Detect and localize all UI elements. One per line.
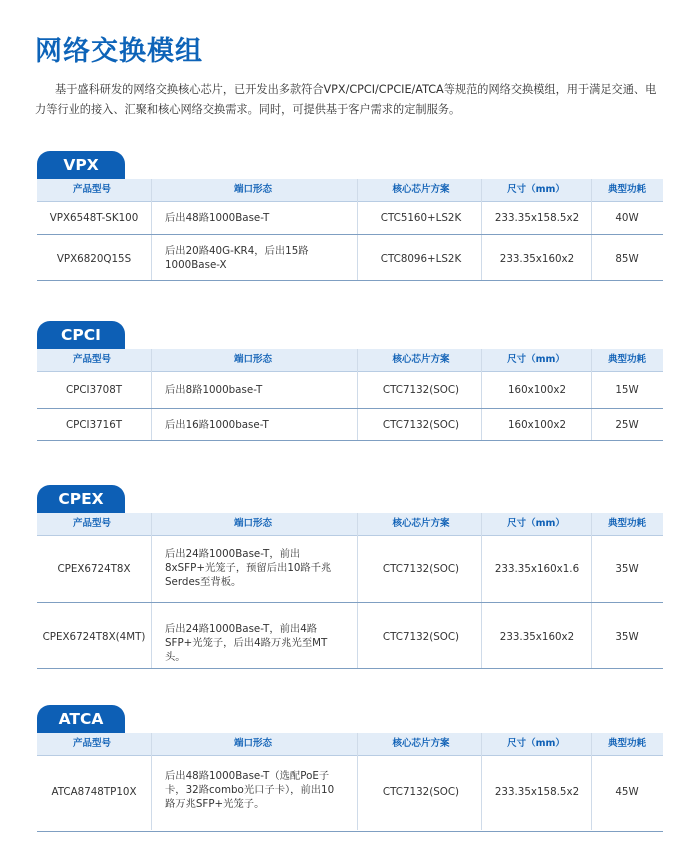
cell-power: 35W (615, 563, 639, 575)
table-header (37, 733, 663, 756)
header-model: 产品型号 (72, 518, 111, 529)
cell-model: CPCI3708T (65, 384, 123, 396)
cell-model: ATCA8748TP10X (51, 786, 137, 798)
cell-size: 160x100x2 (507, 384, 567, 396)
cell-power: 25W (615, 418, 639, 431)
cell-power: 35W (615, 630, 639, 643)
cell-chip: CTC7132(SOC) (382, 384, 460, 396)
cell-ports: 后出24路1000Base-T，前出4路SFP+光笼子，后出4路万兆光至MT头。 (165, 622, 328, 663)
cell-chip: CTC7132(SOC) (382, 418, 460, 431)
cell-size: 233.35x158.5x2 (494, 212, 580, 224)
cell-power: 45W (615, 786, 639, 798)
header-model: 产品型号 (72, 738, 111, 749)
table-row (37, 756, 663, 832)
header-model: 产品型号 (72, 184, 111, 195)
header-power: 典型功耗 (607, 354, 646, 365)
header-chip: 核心芯片方案 (392, 738, 450, 749)
header-size: 尺寸（mm） (507, 738, 565, 749)
cell-ports: 后出24路1000Base-T，前出8xSFP+光笼子，预留后出10路千兆Serdes至背板。 (165, 548, 332, 588)
section-tab-cpci: CPCI (37, 321, 125, 349)
header-power: 典型功耗 (607, 184, 646, 195)
cell-ports: 后出16路1000base-T (165, 418, 269, 431)
section-tab-atca: ATCA (37, 705, 125, 733)
header-size: 尺寸（mm） (507, 354, 565, 365)
cell-power: 85W (615, 252, 639, 265)
header-chip: 核心芯片方案 (392, 518, 450, 529)
cell-model: CPEX6724T8X (57, 563, 131, 575)
section-vpx (37, 151, 663, 281)
table-row (37, 536, 663, 603)
cell-power: 40W (615, 212, 639, 224)
cell-chip: CTC7132(SOC) (382, 786, 460, 798)
section-cpci (37, 321, 663, 441)
cell-chip: CTC7132(SOC) (382, 630, 460, 643)
cell-chip: CTC5160+LS2K (380, 212, 462, 224)
cell-size: 160x100x2 (507, 418, 567, 431)
header-chip: 核心芯片方案 (392, 354, 450, 365)
section-tab-vpx: VPX (37, 151, 125, 179)
table-header (37, 179, 663, 202)
cell-model: VPX6820Q15S (56, 252, 132, 265)
cell-ports: 后出8路1000base-T (165, 384, 263, 396)
header-power: 典型功耗 (607, 738, 646, 749)
section-tab-cpex: CPEX (37, 485, 125, 513)
header-power: 典型功耗 (607, 518, 646, 529)
cell-model: VPX6548T-SK100 (49, 212, 139, 224)
header-ports: 端口形态 (233, 184, 272, 195)
header-model: 产品型号 (72, 354, 111, 365)
cell-size: 233.35x160x2 (499, 252, 575, 265)
table-header (37, 513, 663, 536)
table-row (37, 604, 663, 669)
cell-size: 233.35x158.5x2 (494, 786, 580, 798)
section-cpex (37, 485, 663, 670)
cell-ports: 后出48路1000Base-T（选配PoE子卡，32路combo光口子卡），前出10路万兆SFP+光笼子。 (165, 770, 335, 810)
page-title: 网络交换模组 (35, 36, 203, 67)
intro-paragraph: 基于盛科研发的网络交换核心芯片，已开发出多款符合VPX/CPCI/CPCIE/ATCA等规范的网络交换模组，用于满足交通、电力等行业的接入、汇聚和核心网络交换需求。同时，可提供基于客户需求的定制服务。 (35, 83, 657, 116)
cell-ports: 后出20路40G-KR4，后出15路1000Base-X (165, 244, 309, 271)
header-ports: 端口形态 (233, 518, 272, 529)
table-row (37, 236, 663, 281)
cell-chip: CTC7132(SOC) (382, 563, 460, 575)
table-row (37, 372, 663, 409)
cell-power: 15W (615, 384, 639, 396)
header-ports: 端口形态 (233, 354, 272, 365)
header-size: 尺寸（mm） (507, 184, 565, 195)
header-ports: 端口形态 (233, 738, 272, 749)
table-header (37, 349, 663, 372)
cell-size: 233.35x160x2 (499, 630, 575, 643)
table-row (37, 410, 663, 441)
header-size: 尺寸（mm） (507, 518, 565, 529)
cell-model: CPCI3716T (65, 418, 123, 431)
cell-chip: CTC8096+LS2K (380, 252, 462, 265)
table-row (37, 202, 663, 235)
cell-size: 233.35x160x1.6 (494, 563, 580, 575)
section-atca (37, 705, 663, 835)
cell-model: CPEX6724T8X(4MT) (42, 630, 146, 643)
header-chip: 核心芯片方案 (392, 184, 450, 195)
cell-ports: 后出48路1000Base-T (165, 212, 270, 224)
